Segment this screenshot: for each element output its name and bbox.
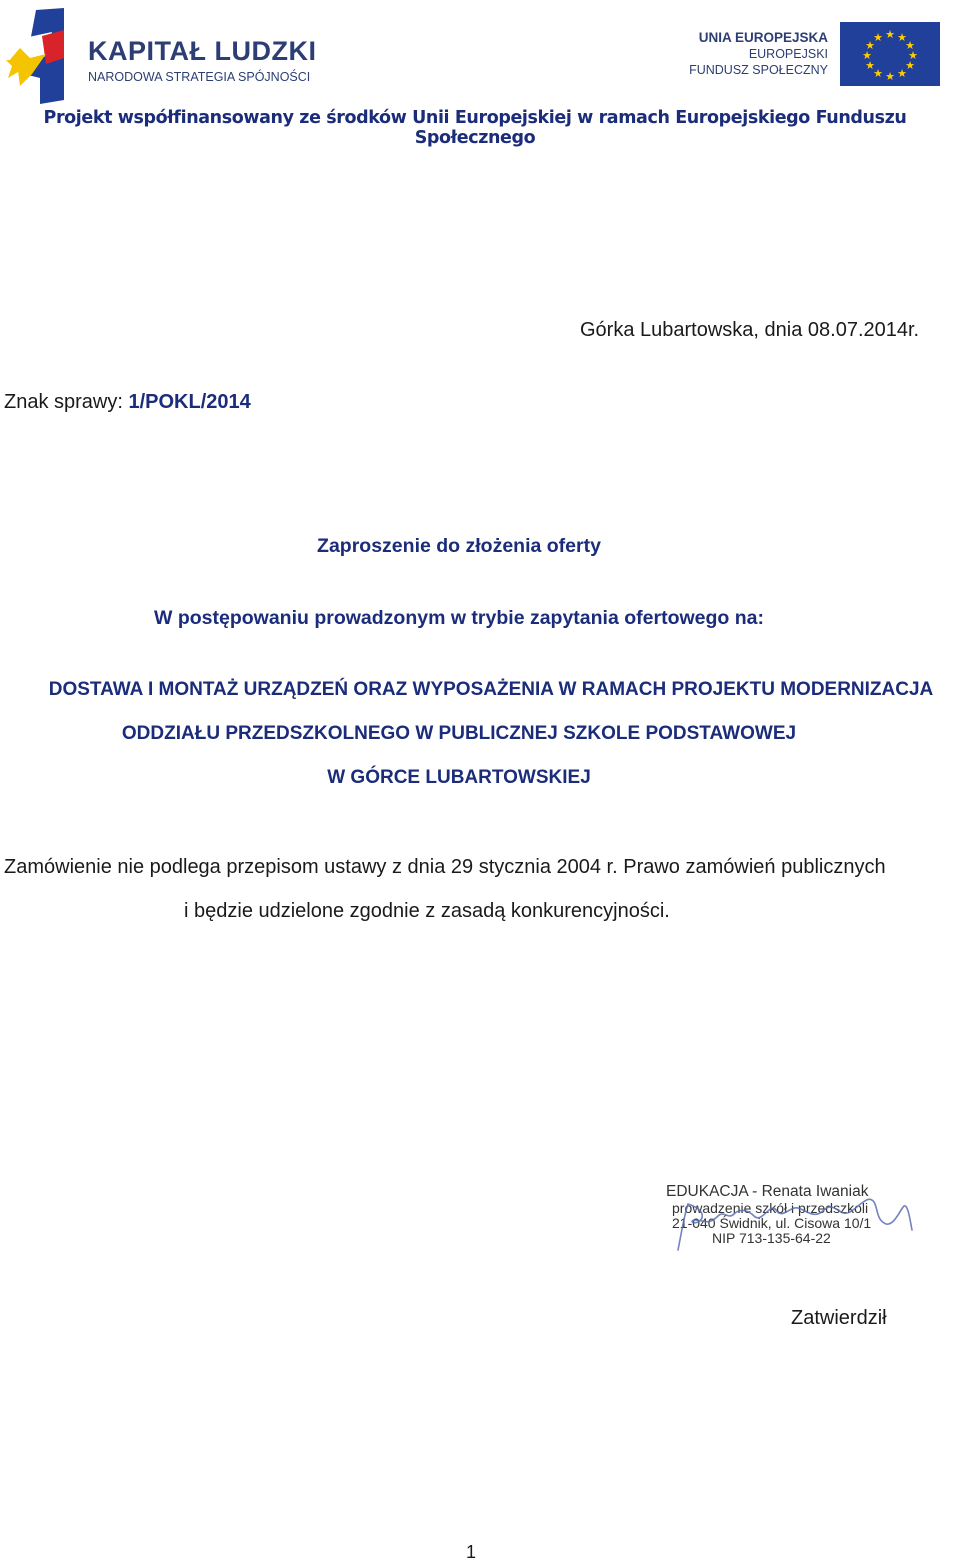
legal-note-line: Zamówienie nie podlega przepisom ustawy z dnia 29 stycznia 2004 r. Prawo zamówień publicznych xyxy=(4,856,886,878)
svg-text:★: ★ xyxy=(885,70,895,83)
stamp-line: EDUKACJA - Renata Iwaniak xyxy=(666,1183,869,1200)
document-title: Zaproszenie do złożenia oferty xyxy=(317,535,601,557)
case-value: 1/POKL/2014 xyxy=(128,391,251,413)
svg-text:★: ★ xyxy=(897,31,907,44)
svg-text:★: ★ xyxy=(873,67,883,80)
approved-label: Zatwierdził xyxy=(791,1307,887,1329)
case-label: Znak sprawy: xyxy=(4,391,129,413)
project-cofinancing-line: Projekt współfinansowany ze środków Unii Europejskiej w ramach Europejskiego Funduszu Społecznego xyxy=(43,108,907,148)
svg-text:★: ★ xyxy=(905,39,915,52)
svg-text:★: ★ xyxy=(885,28,895,41)
handwritten-signature-icon xyxy=(664,1180,924,1258)
page-number: 1 xyxy=(466,1542,477,1562)
kapital-ludzki-logo xyxy=(6,8,317,104)
company-stamp xyxy=(664,1180,924,1258)
eu-flag-icon xyxy=(840,22,940,86)
case-number xyxy=(4,391,251,414)
logo-title: KAPITAŁ LUDZKI xyxy=(88,36,317,66)
eu-logo-line1: UNIA EUROPEJSKA xyxy=(698,30,828,45)
legal-note-line: i będzie udzielone zgodnie z zasadą konkurencyjności. xyxy=(184,900,670,922)
svg-text:★: ★ xyxy=(865,39,875,52)
eu-logo xyxy=(688,22,940,88)
stamp-line: 21-040 Świdnik, ul. Cisowa 10/1 xyxy=(672,1215,872,1231)
subject-line: ODDZIAŁU PRZEDSZKOLNEGO W PUBLICZNEJ SZKOLE PODSTAWOWEJ xyxy=(121,723,797,744)
place-date: Górka Lubartowska, dnia 08.07.2014r. xyxy=(580,319,920,341)
stamp-line: NIP 713-135-64-22 xyxy=(712,1230,831,1246)
eu-logo-line2: EUROPEJSKI xyxy=(748,47,828,61)
svg-text:★: ★ xyxy=(862,49,872,62)
svg-text:★: ★ xyxy=(897,67,907,80)
subject-line: DOSTAWA I MONTAŻ URZĄDZEŃ ORAZ WYPOSAŻENIA W RAMACH PROJEKTU MODERNIZACJA xyxy=(48,679,934,700)
eu-logo-line3: FUNDUSZ SPOŁECZNY xyxy=(689,63,828,77)
stamp-line: prowadzenie szkół i przedszkoli xyxy=(672,1200,869,1216)
subject-line: W GÓRCE LUBARTOWSKIEJ xyxy=(327,767,591,788)
svg-text:★: ★ xyxy=(905,59,915,72)
svg-text:★: ★ xyxy=(865,59,875,72)
kapital-ludzki-flag-icon xyxy=(6,8,86,104)
document-subtitle: W postępowaniu prowadzonym w trybie zapytania ofertowego na: xyxy=(154,607,764,629)
svg-text:★: ★ xyxy=(873,31,883,44)
svg-text:★: ★ xyxy=(908,49,918,62)
logo-subtitle: NARODOWA STRATEGIA SPÓJNOŚCI xyxy=(88,70,311,84)
